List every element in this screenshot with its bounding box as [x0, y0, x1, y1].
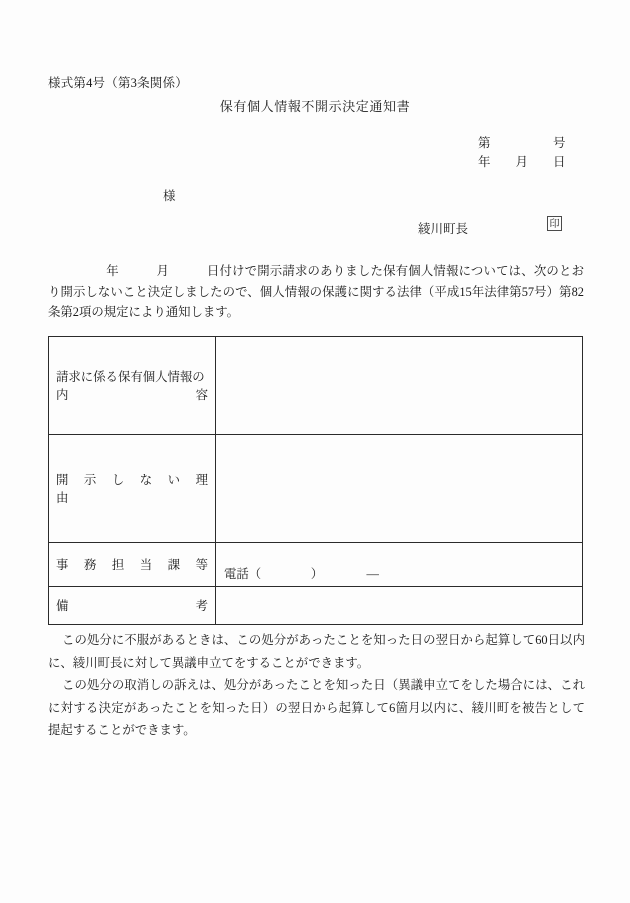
appeal-notes: [48, 629, 585, 742]
row-value-request-content[interactable]: [216, 337, 583, 435]
row-label-text: 開 示 し な い 理 由: [56, 472, 221, 505]
document-number-line: 第 号: [478, 136, 566, 150]
row-label-department: [49, 543, 216, 587]
appeal-note-paragraph-1: この処分に不服があるときは、この処分があったことを知った日の翌日から起算して60日以内に、綾川町長に対して異議申立てをすることができます。: [48, 633, 585, 670]
addressee-honorific: 様: [163, 189, 176, 203]
document-date-line: 年 月 日: [478, 155, 566, 169]
seal-stamp-icon: 印: [547, 216, 562, 231]
page-title: 保有個人情報不開示決定通知書: [219, 99, 411, 114]
table-row: [49, 435, 583, 543]
appeal-note-paragraph-2: この処分の取消しの訴えは、処分があったことを知った日（異議申立てをした場合には、これに対する決定があったことを知った日）の翌日から起算して6箇月以内に、綾川町を被告として提起することができます。: [48, 678, 585, 737]
row-label-text: 事 務 担 当 課 等: [56, 557, 208, 572]
telephone-field[interactable]: 電話（ ） —: [224, 567, 379, 581]
row-value-nondisclosure-reason[interactable]: [216, 435, 583, 543]
body-paragraph: [48, 261, 584, 323]
form-number: 様式第4号（第3条関係）: [48, 76, 188, 90]
row-label-remarks: [49, 587, 216, 625]
body-line-1: 年 月 日付けで開示請求のありました保有個人情報については、次のとおり開示し: [48, 264, 584, 299]
issuer-name: 綾川町長: [418, 222, 469, 236]
row-value-remarks[interactable]: [216, 587, 583, 625]
body-line-2: ないこと決定しましたので、個人情報の保護に関する法律（平成15年法律第57号）第82条第2項の規定: [48, 284, 584, 319]
notice-form-table: [48, 336, 583, 625]
body-line-3: により通知します。: [128, 305, 240, 319]
row-label-line-2: 内 容: [56, 387, 208, 402]
number-date-block: [478, 134, 566, 172]
table-row: [49, 587, 583, 625]
row-label-text: 備 考: [56, 598, 208, 613]
row-label-line-1: 請求に係る保有個人情報の: [56, 369, 205, 384]
table-row: [49, 543, 583, 587]
row-label-nondisclosure-reason: [49, 435, 221, 543]
table-row: [49, 337, 583, 435]
row-label-request-content: [49, 337, 216, 435]
row-value-department[interactable]: [216, 543, 583, 587]
